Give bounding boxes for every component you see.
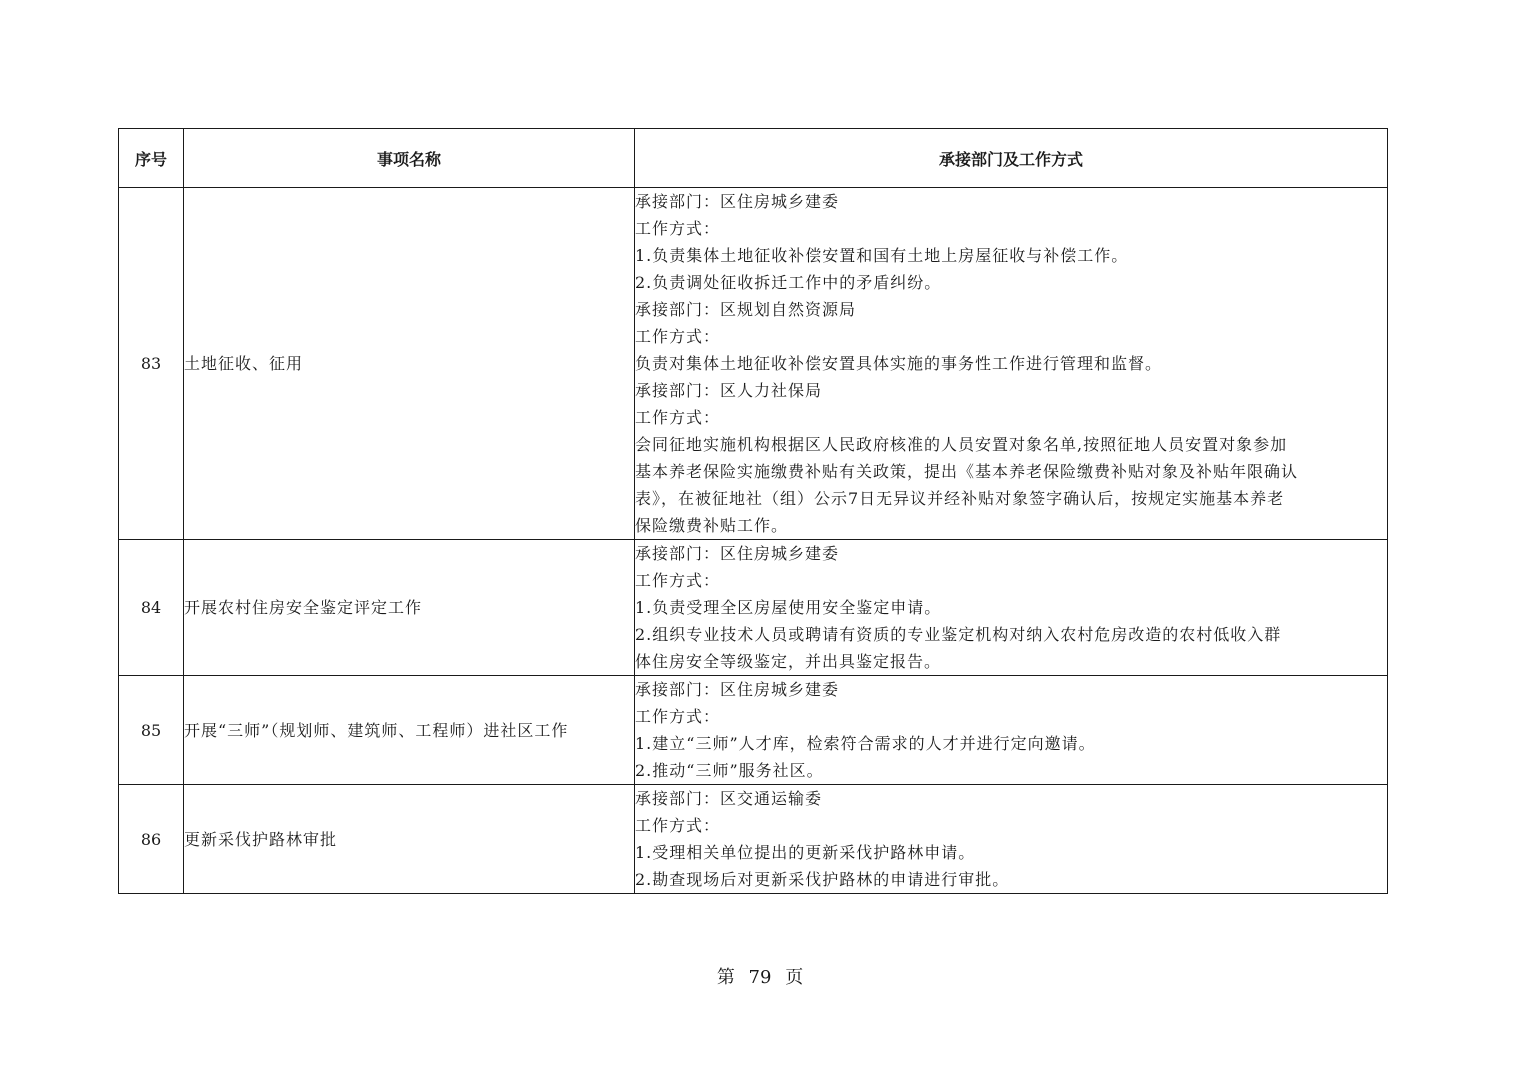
detail-line: 会同征地实施机构根据区人民政府核准的人员安置对象名单,按照征地人员安置对象参加 — [635, 435, 1288, 454]
dept-and-method — [635, 785, 1388, 894]
detail-line: 工作方式： — [635, 408, 721, 427]
detail-line: 工作方式： — [635, 219, 721, 238]
detail-line: 承接部门：区住房城乡建委 — [635, 192, 840, 211]
detail-line: 工作方式： — [635, 707, 721, 726]
detail-line: 承接部门：区交通运输委 — [635, 789, 823, 808]
detail-line: 工作方式： — [635, 816, 721, 835]
detail-line: 承接部门：区住房城乡建委 — [635, 544, 840, 563]
detail-line: 2.组织专业技术人员或聘请有资质的专业鉴定机构对纳入农村危房改造的农村低收入群 — [635, 625, 1282, 644]
detail-line: 承接部门：区规划自然资源局 — [635, 300, 857, 319]
row-number: 86 — [119, 785, 184, 894]
row-number: 85 — [119, 676, 184, 785]
detail-line: 1.负责集体土地征收补偿安置和国有土地上房屋征收与补偿工作。 — [635, 246, 1129, 265]
detail-line: 承接部门：区人力社保局 — [635, 381, 823, 400]
detail-line: 2.推动“三师”服务社区。 — [635, 761, 824, 780]
row-number: 84 — [119, 540, 184, 676]
table-row — [119, 785, 1388, 894]
detail-line: 1.负责受理全区房屋使用安全鉴定申请。 — [635, 598, 942, 617]
item-name: 开展农村住房安全鉴定评定工作 — [184, 540, 635, 676]
detail-line: 基本养老保险实施缴费补贴有关政策，提出《基本养老保险缴费补贴对象及补贴年限确认 — [635, 462, 1299, 481]
detail-line: 承接部门：区住房城乡建委 — [635, 680, 840, 699]
detail-line: 1.建立“三师”人才库，检索符合需求的人才并进行定向邀请。 — [635, 734, 1096, 753]
table-row — [119, 188, 1388, 540]
dept-and-method — [635, 540, 1388, 676]
detail-line: 保险缴费补贴工作。 — [635, 516, 789, 535]
table-row — [119, 540, 1388, 676]
header-seq: 序号 — [119, 129, 184, 188]
detail-line: 2.勘查现场后对更新采伐护路林的申请进行审批。 — [635, 870, 1010, 889]
header-row — [119, 129, 1388, 188]
detail-line: 表》，在被征地社（组）公示7日无异议并经补贴对象签字确认后，按规定实施基本养老 — [635, 489, 1285, 508]
dept-and-method — [635, 188, 1388, 540]
detail-line: 1.受理相关单位提出的更新采伐护路林申请。 — [635, 843, 976, 862]
detail-line: 工作方式： — [635, 327, 721, 346]
footer-prefix: 第 — [716, 967, 735, 988]
row-number: 83 — [119, 188, 184, 540]
page-footer — [0, 963, 1520, 989]
detail-line: 工作方式： — [635, 571, 721, 590]
item-name: 开展“三师”（规划师、建筑师、工程师）进社区工作 — [184, 676, 635, 785]
header-dept: 承接部门及工作方式 — [635, 129, 1388, 188]
items-table — [118, 128, 1388, 894]
item-name: 更新采伐护路林审批 — [184, 785, 635, 894]
dept-and-method — [635, 676, 1388, 785]
item-name: 土地征收、征用 — [184, 188, 635, 540]
detail-line: 体住房安全等级鉴定，并出具鉴定报告。 — [635, 652, 942, 671]
detail-line: 负责对集体土地征收补偿安置具体实施的事务性工作进行管理和监督。 — [635, 354, 1163, 373]
footer-suffix: 页 — [785, 967, 804, 988]
header-name: 事项名称 — [184, 129, 635, 188]
page-number: 79 — [748, 967, 772, 988]
table-row — [119, 676, 1388, 785]
detail-line: 2.负责调处征收拆迁工作中的矛盾纠纷。 — [635, 273, 942, 292]
